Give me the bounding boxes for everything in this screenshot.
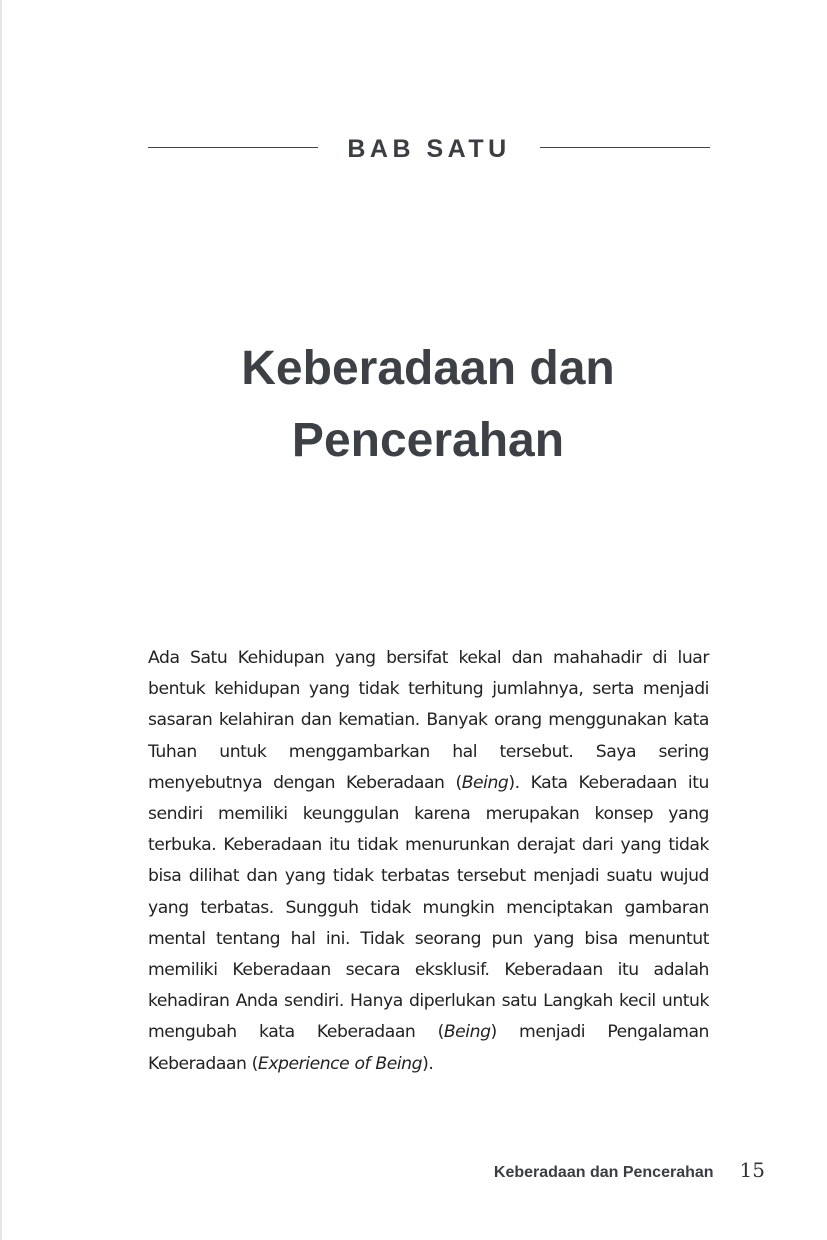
right-divider-line	[540, 147, 710, 148]
italic-being-1: Being	[461, 772, 509, 793]
italic-experience-of-being: Experience of Being	[257, 1053, 423, 1074]
chapter-title-line-1: Keberadaan dan	[241, 342, 615, 395]
page-edge	[0, 0, 2, 1240]
body-text-part-4: ).	[422, 1053, 434, 1074]
chapter-label: BAB SATU	[347, 135, 511, 163]
body-text-part-3: ) menjadi Pengalaman Keberadaan (	[148, 1022, 709, 1074]
running-title: Keberadaan dan Pencerahan	[493, 1164, 714, 1181]
body-text-part-1: Ada Satu Kehidupan yang bersifat kekal dan mahahadir di luar bentuk kehidupan yang tidak terhitung jumlahnya, serta menjadi sasaran kelahiran dan kematian. Banyak orang menggunakan kata Tuhan untuk menggambarkan hal tersebut. Saya sering menyebutnya dengan Keberadaan (	[148, 648, 709, 793]
page-number: 15	[739, 1158, 765, 1182]
chapter-label-row	[148, 133, 710, 165]
body-text-part-2: ). Kata Keberadaan itu sendiri memiliki keunggulan karena merupakan konsep yang terbuka. Keberadaan itu tidak menurunkan derajat dari yang tidak bisa dilihat dan yang tidak terbatas tersebut menjadi suatu wujud yang terbatas. Sungguh tidak mungkin menciptakan gambaran mental tentang hal ini. Tidak seorang pun yang bisa menuntut memiliki Keberadaan secara eksklusif. Keberadaan itu adalah kehadiran Anda sendiri. Hanya diperlukan satu Langkah kecil untuk mengubah kata Keberadaan (	[148, 772, 709, 1043]
italic-being-2: Being	[443, 1022, 491, 1043]
chapter-title	[120, 333, 736, 477]
page-footer	[494, 1158, 765, 1188]
chapter-title-line-2: Pencerahan	[291, 414, 565, 467]
body-paragraph	[148, 643, 709, 1080]
